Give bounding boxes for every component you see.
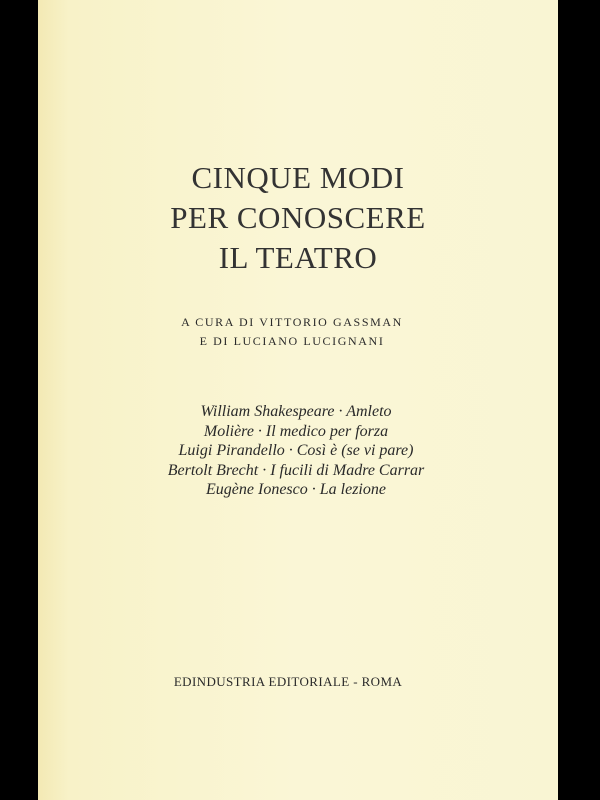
works-list [36, 402, 556, 500]
editors [32, 313, 552, 351]
work-item: William Shakespeare · Amleto [200, 403, 392, 420]
work-item: Molière · Il medico per forza [203, 422, 389, 440]
book-title-page [38, 0, 558, 800]
title-line: CINQUE MODI [191, 160, 405, 195]
work-item: Eugène Ionesco · La lezione [206, 481, 386, 498]
title-line: PER CONOSCERE [170, 200, 426, 235]
publisher: EDINDUSTRIA EDITORIALE - ROMA [173, 674, 403, 689]
book-title [38, 158, 558, 278]
editor-line: A CURA DI VITTORIO GASSMAN [181, 315, 403, 329]
work-item: Luigi Pirandello · Così è (se vi pare) [178, 442, 414, 459]
editor-line: E DI LUCIANO LUCIGNANI [199, 334, 385, 348]
work-item: Bertolt Brecht · I fucili di Madre Carrar [167, 461, 425, 479]
title-line: IL TEATRO [218, 240, 378, 275]
